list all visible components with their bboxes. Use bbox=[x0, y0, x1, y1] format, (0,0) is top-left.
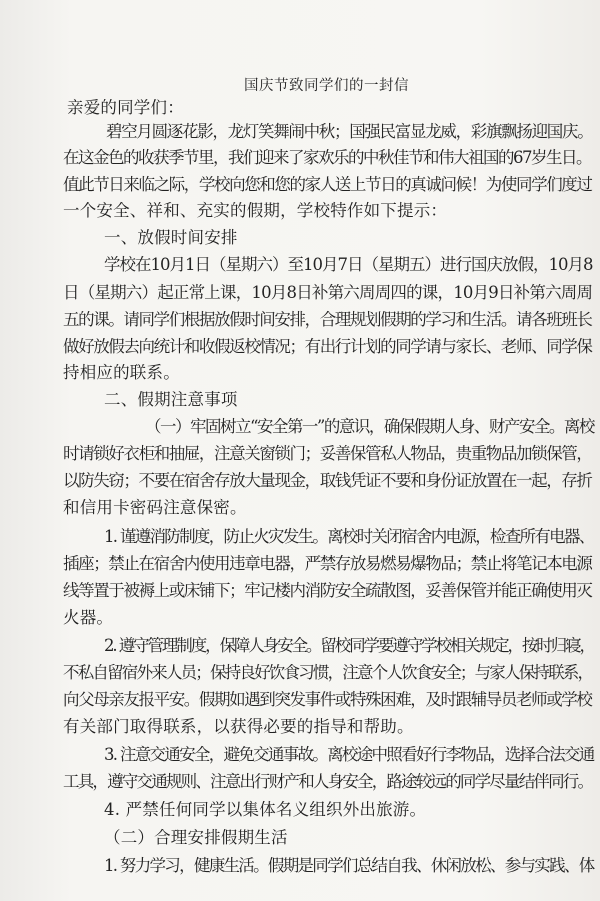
section1-line: 学校在10月1日（星期六）至10月7日（星期五）进行国庆放假，10月8 bbox=[104, 255, 593, 274]
item1-line: 线等置于被褥上或床铺下；牢记楼内消防安全疏散图，妥善保管并能正确使用灭 bbox=[63, 581, 592, 600]
sub1-line: （一）牢固树立“安全第一”的意识，确保假期人身、财产安全。离校 bbox=[145, 417, 594, 436]
letter-title: 国庆节致同学们的一封信 bbox=[244, 78, 409, 94]
section2-heading: 二、假期注意事项 bbox=[104, 390, 238, 409]
intro-line: 值此节日来临之际，学校向您和您的家人送上节日的真诚问候！为使同学们度过 bbox=[63, 175, 592, 194]
sub2-line: 1. 努力学习，健康生活。假期是同学们总结自我、休闲放松、参与实践、体 bbox=[104, 856, 594, 875]
sub1-line: 以防失窃；不要在宿舍存放大量现金，取钱凭证不要和身份证放置在一起，存折 bbox=[63, 471, 592, 490]
item2-line: 2. 遵守管理制度，保障人身安全。留校同学要遵守学校相关规定，按时归寝， bbox=[104, 636, 594, 655]
item2-line: 有关部门取得联系，以获得必要的指导和帮助。 bbox=[63, 717, 414, 736]
item2-line: 向父母亲友报平安。假期如遇到突发事件或特殊困难，及时跟辅导员老师或学校 bbox=[63, 690, 592, 709]
intro-line: 一个安全、祥和、充实的假期，学校特作如下提示： bbox=[63, 201, 448, 220]
item2-line: 不私自留宿外来人员；保持良好饮食习惯，注意个人饮食安全；与家人保持联系， bbox=[63, 663, 593, 682]
intro-line: 碧空月圆逐花影，龙灯笑舞闹中秋；国强民富显龙威，彩旗飘扬迎国庆。 bbox=[106, 122, 593, 141]
section1-line: 日（星期六）起正常上课，10月8日补第六周周四的课，10月9日补第六周周 bbox=[63, 283, 593, 302]
sub1-line: 时请锁好衣柜和抽屉，注意关窗锁门；妥善保管私人物品，贵重物品加锁保管， bbox=[63, 444, 592, 463]
sub1-line: 和信用卡密码注意保密。 bbox=[63, 498, 247, 517]
item1-line: 1. 谨遵消防制度，防止火灾发生。离校时关闭宿舍内电源，检查所有电器、 bbox=[104, 527, 594, 546]
intro-line: 在这金色的收获季节里，我们迎来了家欢乐的中秋佳节和伟大祖国的67岁生日。 bbox=[63, 148, 591, 167]
item1-line: 插座；禁止在宿舍内使用违章电器，严禁存放易燃易爆物品；禁止将笔记本电源 bbox=[63, 554, 592, 573]
item1-line: 火器。 bbox=[63, 608, 114, 627]
item3-line: 3. 注意交通安全，避免交通事故。离校途中照看好行李物品，选择合法交通 bbox=[104, 745, 594, 764]
item4-line: 4. 严禁任何同学以集体名义组织外出旅游。 bbox=[104, 800, 427, 819]
section1-heading: 一、放假时间安排 bbox=[104, 228, 238, 247]
section1-line: 五的课。请同学们根据放假时间安排，合理规划假期的学习和生活。请各班班长 bbox=[63, 310, 592, 329]
item3-line: 工具，遵守交通规则、注意出行财产和人身安全，路途较远的同学尽量结伴同行。 bbox=[63, 772, 593, 791]
greeting: 亲爱的同学们： bbox=[67, 98, 184, 117]
section1-line: 做好放假去向统计和收假返校情况；有出行计划的同学请与家长、老师、同学保 bbox=[63, 337, 592, 356]
section1-line: 持相应的联系。 bbox=[63, 363, 180, 382]
sub2-heading: （二）合理安排假期生活 bbox=[104, 828, 288, 847]
